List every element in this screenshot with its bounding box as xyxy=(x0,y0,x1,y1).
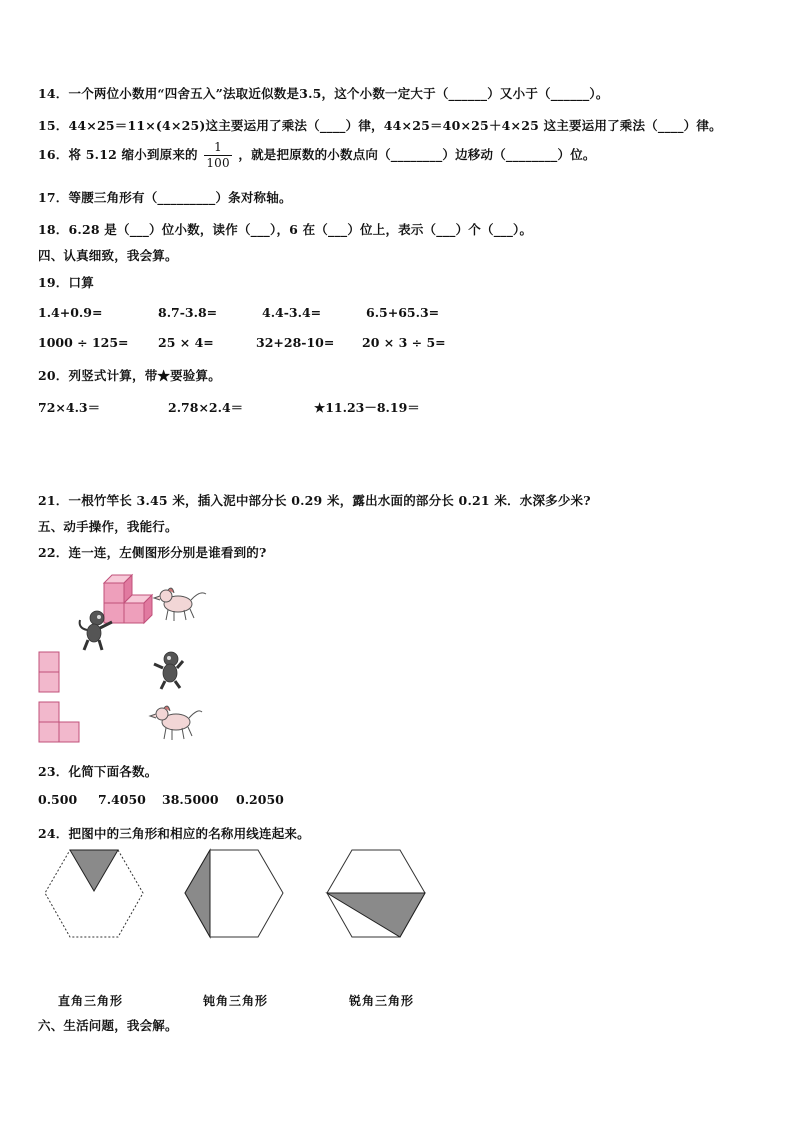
label-obtuse-triangle: 钝角三角形 xyxy=(203,994,269,1008)
section-4-heading: 四、认真细致，我会算。 xyxy=(38,248,178,263)
math-item: 20 × 3 ÷ 5= xyxy=(362,335,446,350)
question-18: 18．6.28 是（___）位小数，读作（___），6 在（___）位上，表示（___）个（___）。 xyxy=(38,222,533,237)
math-item: 1000 ÷ 125= xyxy=(38,335,129,350)
simplify-item: 7.4050 xyxy=(98,792,146,807)
question-21: 21．一根竹竿长 3.45 米，插入泥中部分长 0.29 米，露出水面的部分长 0.21 米．水深多少米? xyxy=(38,493,591,508)
math-item: 8.7-3.8= xyxy=(158,305,218,320)
question-23: 23．化简下面各数。 xyxy=(38,764,158,779)
hexagon-figure-2 xyxy=(185,850,283,937)
view-shape-column xyxy=(39,652,59,692)
section-5-heading: 五、动手操作，我能行。 xyxy=(38,519,178,534)
view-shape-l xyxy=(39,702,79,742)
calc-item: ★11.23－8.19＝ xyxy=(314,400,420,415)
question-15: 15．44×25＝11×(4×25)这主要运用了乘法（____）律，44×25＝40×25＋4×25 这主要运用了乘法（____）律。 xyxy=(38,118,722,133)
section-6-heading: 六、生活问题，我会解。 xyxy=(38,1018,178,1033)
question-14: 14．一个两位小数用“四舍五入”法取近似数是3.5，这个小数一定大于（______）又小于（______）。 xyxy=(38,86,609,101)
question-16-suffix: ，就是把原数的小数点向（________）边移动（________）位。 xyxy=(238,147,596,162)
question-20: 20．列竖式计算，带★要验算。 xyxy=(38,368,221,383)
question-22: 22．连一连，左侧图形分别是谁看到的? xyxy=(38,545,267,560)
hexagon-figure-3 xyxy=(327,850,425,937)
fraction-numerator: 1 xyxy=(204,140,232,156)
math-item: 4.4-3.4= xyxy=(262,305,322,320)
question-19: 19．口算 xyxy=(38,275,94,290)
simplify-item: 0.2050 xyxy=(236,792,284,807)
simplify-item: 0.500 xyxy=(38,792,78,807)
dog-icon xyxy=(150,706,202,740)
math-item: 6.5+65.3= xyxy=(366,305,440,320)
calc-item: 2.78×2.4＝ xyxy=(168,400,244,415)
math-item: 1.4+0.9= xyxy=(38,305,103,320)
label-acute-triangle: 锐角三角形 xyxy=(349,994,415,1008)
cube-stack-figure xyxy=(104,575,152,623)
simplify-item: 38.5000 xyxy=(162,792,219,807)
monkey-icon xyxy=(154,652,183,689)
label-right-triangle: 直角三角形 xyxy=(58,994,124,1008)
question-17: 17．等腰三角形有（_________）条对称轴。 xyxy=(38,190,292,205)
math-item: 32+28-10= xyxy=(256,335,335,350)
hexagon-figure-1 xyxy=(45,850,143,937)
math-item: 25 × 4= xyxy=(158,335,214,350)
dog-icon xyxy=(154,588,206,621)
question-24: 24．把图中的三角形和相应的名称用线连起来。 xyxy=(38,826,310,841)
fraction-denominator: 100 xyxy=(206,156,230,170)
question-16-prefix: 16．将 5.12 缩小到原来的 xyxy=(38,147,198,162)
calc-item: 72×4.3＝ xyxy=(38,400,101,415)
